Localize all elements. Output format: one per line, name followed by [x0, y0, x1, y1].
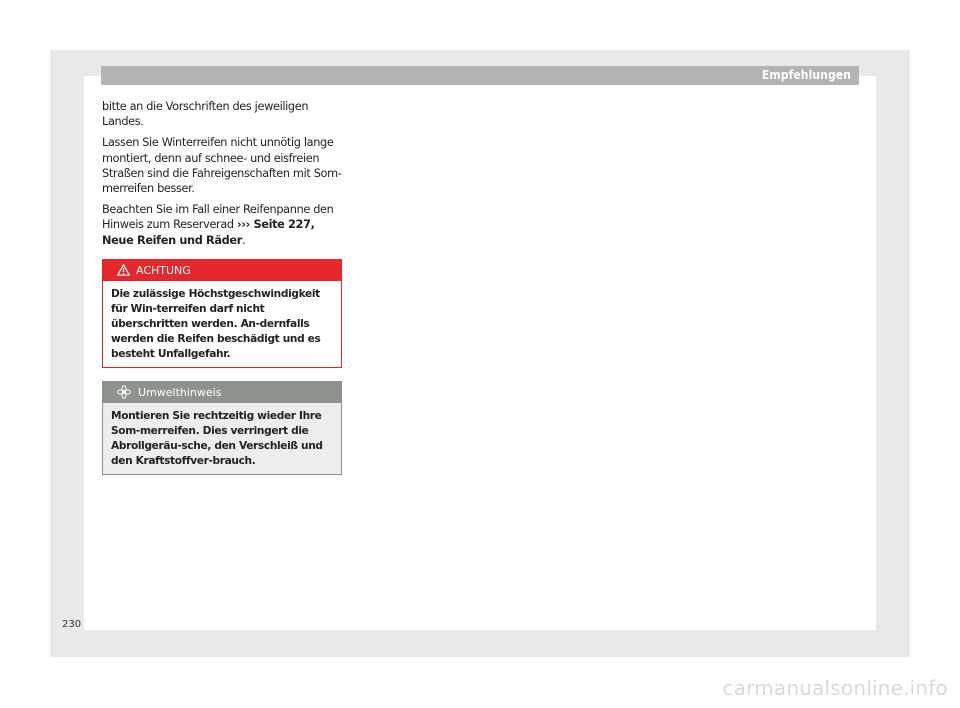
environment-text: Montieren Sie rechtzeitig wieder Ihre Som-merreifen. Dies verringert die Abrollgeräu-sche, den Verschleiß und den Kraftstoffver-brauch.: [111, 409, 323, 467]
environment-flower-icon: [117, 385, 131, 399]
paragraph-2: Lassen Sie Winterreifen nicht unnötig lange montiert, denn auf schnee- und eisfreien Straßen sind die Fahreigenschaften mit Som-merreifen besser.: [102, 136, 342, 196]
page-number: 230: [62, 619, 82, 630]
environment-header: [103, 382, 341, 403]
warning-box: [102, 259, 342, 368]
text-column: [102, 99, 342, 475]
page-reference-link[interactable]: ››› Seite 227, Neue Reifen und Räder: [102, 218, 315, 247]
paragraph-1: bitte an die Vorschriften des jeweiligen Landes.: [102, 100, 309, 129]
section-title: Empfehlungen: [761, 68, 851, 82]
section-header-bar: [101, 66, 859, 85]
paragraph-3-text: Beachten Sie im Fall einer Reifenpanne den Hinweis zum Reserverad: [102, 203, 334, 232]
warning-text: Die zulässige Höchstgeschwindigkeit für Win-terreifen darf nicht überschritten werden. An-dernfalls werden die Reifen beschädigt und es besteht Unfallgefahr.: [111, 287, 321, 360]
environment-note-box: [102, 381, 342, 475]
environment-title: Umwelthinweis: [138, 385, 222, 399]
watermark: carmanualsonline.info: [722, 676, 948, 700]
paragraph-3-end: .: [241, 233, 246, 247]
warning-triangle-icon: [117, 264, 130, 276]
warning-header: [103, 260, 341, 281]
warning-title: ACHTUNG: [136, 263, 191, 277]
paragraph-3: [102, 202, 342, 248]
